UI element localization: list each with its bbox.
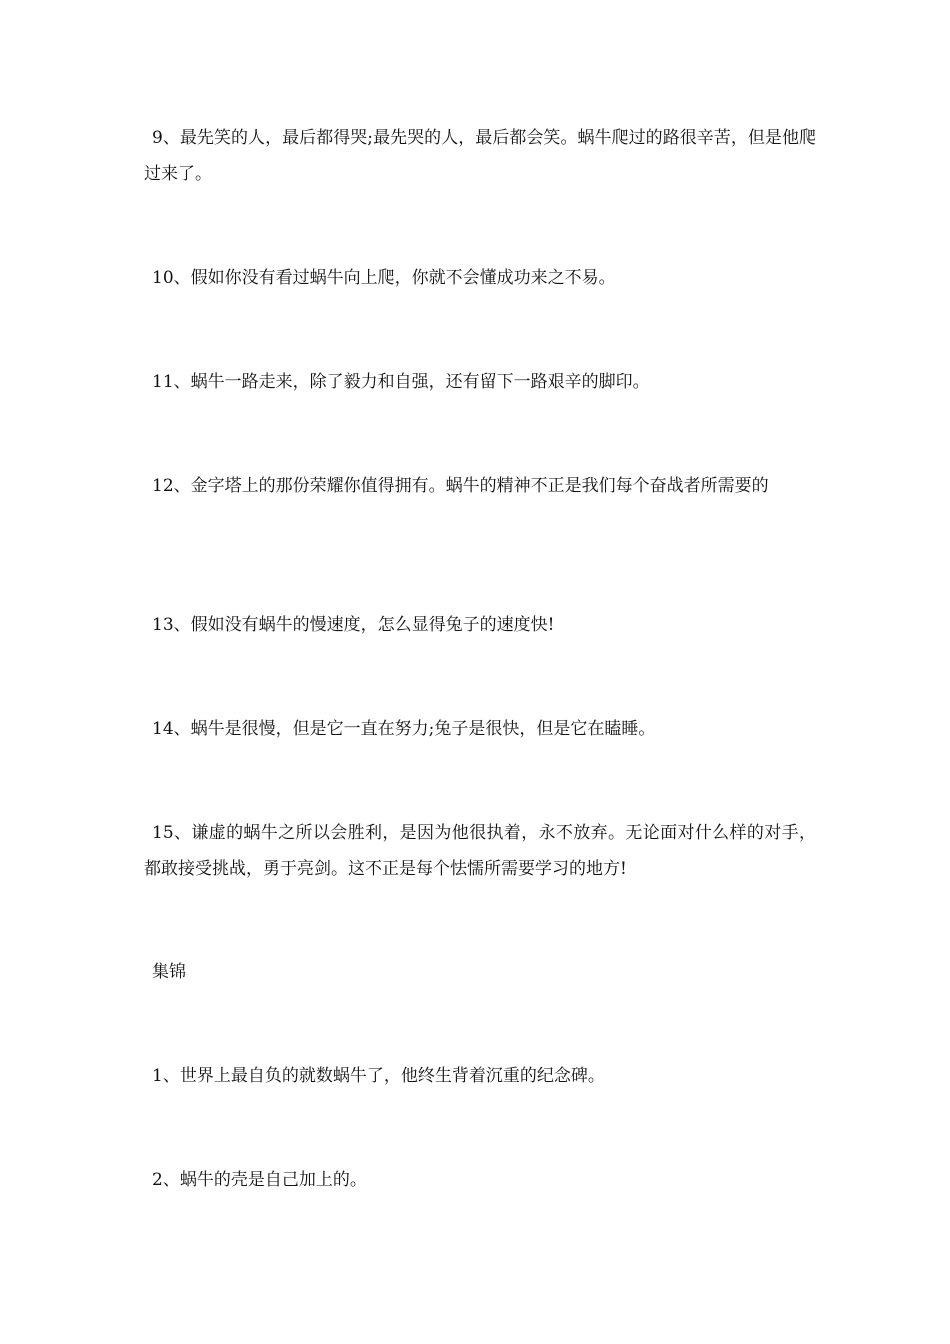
section-paragraph-2: 2、蜗牛的壳是自己加上的。	[152, 1170, 367, 1190]
paragraph-14: 14、蜗牛是很慢，但是它一直在努力;兔子是很快，但是它在瞌睡。	[152, 719, 656, 739]
paragraph-15: 15、谦虚的蜗牛之所以会胜利，是因为他很执着，永不放弃。无论面对什么样的对手，都敢接受挑战，勇于亮剑。这不正是每个怯懦所需要学习的地方!	[144, 823, 816, 879]
paragraph-12: 12、金字塔上的那份荣耀你值得拥有。蜗牛的精神不正是我们每个奋战者所需要的	[152, 476, 769, 496]
paragraph-13: 13、假如没有蜗牛的慢速度，怎么显得兔子的速度快!	[152, 615, 555, 635]
paragraph-9: 9、最先笑的人，最后都得哭;最先哭的人，最后都会笑。蜗牛爬过的路很辛苦，但是他爬过来了。	[144, 128, 816, 184]
paragraph-10: 10、假如你没有看过蜗牛向上爬，你就不会懂成功来之不易。	[152, 268, 616, 288]
paragraph-11: 11、蜗牛一路走来，除了毅力和自强，还有留下一路艰辛的脚印。	[152, 372, 650, 392]
section-heading: 集锦	[152, 962, 186, 982]
section-paragraph-1: 1、世界上最自负的就数蜗牛了，他终生背着沉重的纪念碑。	[152, 1066, 605, 1086]
